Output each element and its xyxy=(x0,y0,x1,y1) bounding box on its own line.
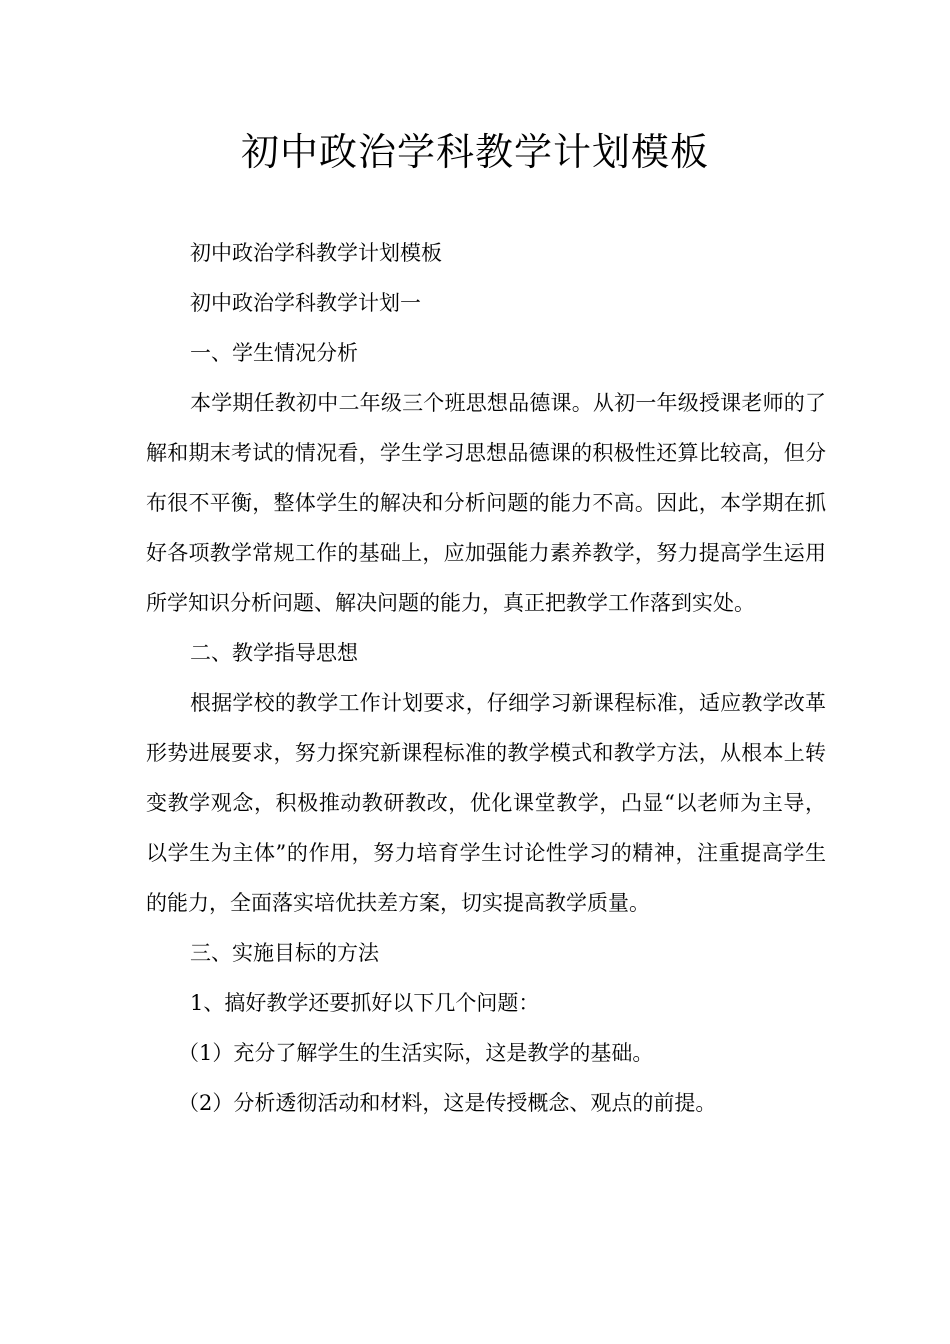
section-heading-student-analysis: 一、学生情况分析 xyxy=(190,341,358,365)
document-body xyxy=(146,228,826,1128)
paragraph-student-analysis: 本学期任教初中二年级三个班思想品德课。从初一年级授课老师的了解和期末考试的情况看，学生学习思想品德课的积极性还算比较高，但分布很不平衡，整体学生的解决和分析问题的能力不高。因此，本学期在抓好各项教学常规工作的基础上，应加强能力素养教学，努力提高学生运用所学知识分析问题、解决问题的能力，真正把教学工作落到实处。 xyxy=(146,391,826,615)
list-item-1: 1、搞好教学还要抓好以下几个问题： xyxy=(190,991,540,1015)
document-title: 初中政治学科教学计划模板 xyxy=(240,130,709,174)
section-heading-implementation-methods: 三、实施目标的方法 xyxy=(190,941,379,965)
paragraph-plan-heading: 初中政治学科教学计划一 xyxy=(190,291,421,315)
list-subitem-1: （1）充分了解学生的生活实际，这是教学的基础。 xyxy=(178,1041,654,1065)
paragraph-subtitle: 初中政治学科教学计划模板 xyxy=(190,241,442,265)
list-subitem-2: （2）分析透彻活动和材料，这是传授概念、观点的前提。 xyxy=(178,1091,717,1115)
section-heading-teaching-guidance: 二、教学指导思想 xyxy=(190,641,358,665)
paragraph-teaching-guidance: 根据学校的教学工作计划要求，仔细学习新课程标准，适应教学改革形势进展要求，努力探究新课程标准的教学模式和教学方法，从根本上转变教学观念，积极推动教研教改，优化课堂教学，凸显“以老师为主导，以学生为主体”的作用，努力培育学生讨论性学习的精神，注重提高学生的能力，全面落实培优扶差方案，切实提高教学质量。 xyxy=(146,691,826,915)
